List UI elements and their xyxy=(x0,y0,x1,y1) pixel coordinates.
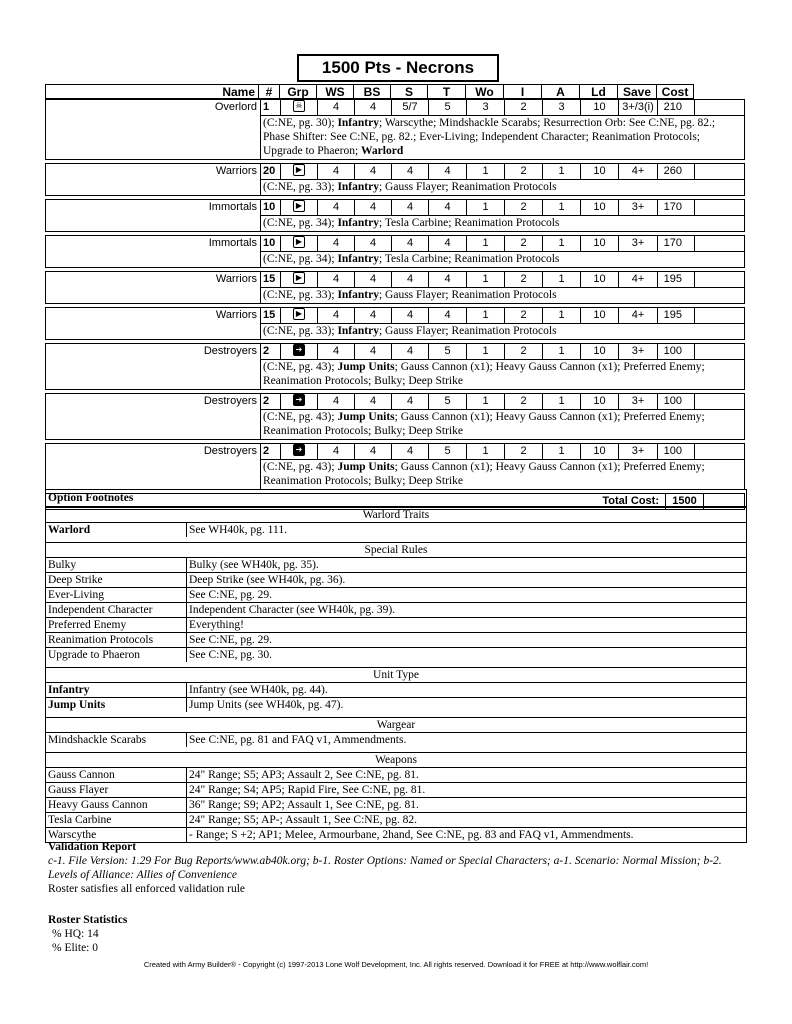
footnote-value: See C:NE, pg. 29. xyxy=(189,634,273,646)
footnote-key: Independent Character xyxy=(46,603,187,617)
footnote-row xyxy=(46,768,746,783)
unit-wo: 1 xyxy=(467,344,505,359)
unit-ws: 4 xyxy=(318,444,355,459)
unit-ld: 10 xyxy=(581,394,619,409)
unit-s: 4 xyxy=(392,200,429,215)
footnote-row xyxy=(46,588,746,603)
fast-group-icon: ➔ xyxy=(293,444,305,456)
footnote-section-heading: Special Rules xyxy=(46,543,746,558)
unit-s: 5/7 xyxy=(392,100,429,115)
unit-entry xyxy=(45,199,745,232)
unit-ld: 10 xyxy=(581,272,619,287)
unit-entry xyxy=(45,235,745,268)
footnote-value: Independent Character (see WH40k, pg. 39). xyxy=(189,604,396,616)
footnote-row xyxy=(46,683,746,698)
unit-num: 10 xyxy=(260,200,281,215)
unit-ws: 4 xyxy=(318,308,355,323)
unit-name: Warriors xyxy=(215,165,257,177)
unit-ld: 10 xyxy=(581,344,619,359)
unit-description xyxy=(260,115,744,159)
footnote-section-heading: Weapons xyxy=(46,753,746,768)
unit-name: Destroyers xyxy=(203,445,257,457)
footnote-key: Bulky xyxy=(46,558,187,572)
unit-grp-cell xyxy=(281,344,318,359)
unit-t: 5 xyxy=(429,394,467,409)
unit-ld: 10 xyxy=(581,308,619,323)
validation-options: c-1. File Version: 1.29 For Bug Reports/www.ab40k.org; b-1. Roster Options: Named or Special Characters; a-1. Scenario: Normal Mission; b-2. Levels of Alliance: Allies of Convenience xyxy=(48,855,722,881)
unit-description-part: ; Warscythe; Mindshackle Scarabs; Resurrection Orb: See C:NE, pg. 82.; Phase Shifter: See C:NE, pg. 82.; Ever-Living; Independent Character; Reanimation Protocols; Upgrade to Phaeron; xyxy=(263,117,716,157)
footnote-section-heading: Unit Type xyxy=(46,668,746,683)
unit-description-part: Infantry xyxy=(337,325,379,337)
footnote-row xyxy=(46,633,746,648)
footnote-row xyxy=(46,558,746,573)
unit-a: 1 xyxy=(543,236,581,251)
unit-cost: 260 xyxy=(658,164,695,179)
unit-num: 1 xyxy=(260,100,281,115)
unit-a: 1 xyxy=(543,200,581,215)
unit-entry xyxy=(45,343,745,390)
unit-save: 3+ xyxy=(619,200,658,215)
unit-ws: 4 xyxy=(318,236,355,251)
footnote-value: Everything! xyxy=(189,619,244,631)
unit-s: 4 xyxy=(392,444,429,459)
troops-group-icon: ▶ xyxy=(293,200,305,212)
unit-stat-row xyxy=(46,100,744,115)
unit-description xyxy=(260,459,744,489)
header-cost: Cost xyxy=(657,84,694,99)
unit-ws: 4 xyxy=(318,394,355,409)
footnote-value: Deep Strike (see WH40k, pg. 36). xyxy=(189,574,346,586)
footnote-row xyxy=(46,733,746,747)
unit-a: 3 xyxy=(543,100,581,115)
unit-save: 4+ xyxy=(619,308,658,323)
unit-name: Destroyers xyxy=(203,345,257,357)
unit-description-part: (C:NE, pg. 33); xyxy=(263,181,338,193)
unit-wo: 1 xyxy=(467,236,505,251)
unit-list xyxy=(45,99,745,490)
unit-description-part: ; Gauss Flayer; Reanimation Protocols xyxy=(378,181,557,193)
unit-name: Overlord xyxy=(214,101,257,113)
footnote-row xyxy=(46,648,746,662)
footnote-key: Heavy Gauss Cannon xyxy=(46,798,187,812)
unit-stat-row xyxy=(46,200,744,215)
unit-num: 2 xyxy=(260,444,281,459)
stats-title: Roster Statistics xyxy=(48,914,128,926)
unit-wo: 1 xyxy=(467,444,505,459)
footnote-value: See C:NE, pg. 30. xyxy=(189,649,273,661)
fast-group-icon: ➔ xyxy=(293,394,305,406)
footnote-key: Mindshackle Scarabs xyxy=(46,733,187,747)
unit-grp-cell xyxy=(281,394,318,409)
unit-row-spacer xyxy=(695,344,744,359)
unit-t: 5 xyxy=(429,444,467,459)
unit-description-part: Infantry xyxy=(337,253,379,265)
unit-row-spacer xyxy=(695,272,744,287)
unit-description-part: (C:NE, pg. 43); xyxy=(263,411,338,423)
footnote-section xyxy=(46,752,746,842)
unit-description-part: (C:NE, pg. 34); xyxy=(263,253,338,265)
unit-description-part: ; Tesla Carbine; Reanimation Protocols xyxy=(378,217,560,229)
footnote-row xyxy=(46,523,746,537)
total-label: Total Cost: xyxy=(602,495,659,507)
unit-row-spacer xyxy=(695,200,744,215)
header-a: A xyxy=(542,84,580,99)
troops-group-icon: ▶ xyxy=(293,272,305,284)
unit-ld: 10 xyxy=(581,164,619,179)
troops-group-icon: ▶ xyxy=(293,164,305,176)
unit-stat-row xyxy=(46,272,744,287)
unit-grp-cell xyxy=(281,100,318,115)
unit-num: 2 xyxy=(260,344,281,359)
footnote-value: See WH40k, pg. 111. xyxy=(189,524,287,536)
unit-bs: 4 xyxy=(355,100,392,115)
unit-num: 2 xyxy=(260,394,281,409)
unit-ws: 4 xyxy=(318,200,355,215)
unit-stat-row xyxy=(46,308,744,323)
unit-cost: 195 xyxy=(658,308,695,323)
unit-bs: 4 xyxy=(355,344,392,359)
stats-hq: % HQ: 14 xyxy=(52,928,99,940)
unit-row-spacer xyxy=(695,394,744,409)
header-grp: Grp xyxy=(280,84,317,99)
unit-description-part: ; Gauss Flayer; Reanimation Protocols xyxy=(378,289,557,301)
header-name: Name xyxy=(45,84,259,99)
total-value: 1500 xyxy=(665,494,704,509)
unit-description xyxy=(260,179,744,195)
unit-save: 3+ xyxy=(619,344,658,359)
unit-row-spacer xyxy=(695,444,744,459)
unit-cost: 210 xyxy=(658,100,695,115)
roster-statistics xyxy=(48,913,348,955)
unit-a: 1 xyxy=(543,394,581,409)
unit-i: 2 xyxy=(505,394,543,409)
header-t: T xyxy=(428,84,466,99)
unit-description xyxy=(260,359,744,389)
unit-i: 2 xyxy=(505,164,543,179)
unit-description-part: (C:NE, pg. 30); xyxy=(263,117,338,129)
footnote-row xyxy=(46,698,746,712)
footnote-key: Tesla Carbine xyxy=(46,813,187,827)
footnote-section-heading: Warlord Traits xyxy=(46,508,746,523)
unit-description xyxy=(260,215,744,231)
unit-description-part: (C:NE, pg. 43); xyxy=(263,361,338,373)
unit-a: 1 xyxy=(543,164,581,179)
unit-grp-cell xyxy=(281,272,318,287)
unit-description-part: Infantry xyxy=(337,217,379,229)
unit-description-part: ; Gauss Cannon (x1); Heavy Gauss Cannon (x1); Preferred Enemy; Reanimation Protocols; Bulky; Deep Strike xyxy=(263,361,705,387)
footnote-key: Gauss Cannon xyxy=(46,768,187,782)
footnote-value: Bulky (see WH40k, pg. 35). xyxy=(189,559,319,571)
footnote-row xyxy=(46,603,746,618)
footnote-key: Warscythe xyxy=(46,828,187,842)
unit-a: 1 xyxy=(543,444,581,459)
unit-i: 2 xyxy=(505,272,543,287)
unit-save: 3+ xyxy=(619,394,658,409)
unit-description xyxy=(260,287,744,303)
footnote-row xyxy=(46,573,746,588)
footnote-value: See C:NE, pg. 81 and FAQ v1, Ammendments. xyxy=(189,734,407,746)
header-wo: Wo xyxy=(466,84,504,99)
unit-s: 4 xyxy=(392,394,429,409)
unit-ld: 10 xyxy=(581,200,619,215)
unit-entry xyxy=(45,163,745,196)
unit-ws: 4 xyxy=(318,100,355,115)
unit-grp-cell xyxy=(281,164,318,179)
unit-num: 15 xyxy=(260,272,281,287)
footnote-key: Deep Strike xyxy=(46,573,187,587)
unit-bs: 4 xyxy=(355,200,392,215)
footnote-value: 24" Range; S4; AP5; Rapid Fire, See C:NE, pg. 81. xyxy=(189,784,426,796)
validation-status: Roster satisfies all enforced validation rule xyxy=(48,883,246,895)
unit-wo: 1 xyxy=(467,164,505,179)
roster-header-row xyxy=(45,84,745,99)
footnote-key: Jump Units xyxy=(46,698,187,712)
unit-row-spacer xyxy=(695,100,744,115)
unit-t: 4 xyxy=(429,236,467,251)
unit-description-part: (C:NE, pg. 33); xyxy=(263,289,338,301)
unit-entry xyxy=(45,443,745,490)
header-i: I xyxy=(504,84,542,99)
unit-description-part: (C:NE, pg. 43); xyxy=(263,461,338,473)
unit-a: 1 xyxy=(543,344,581,359)
unit-s: 4 xyxy=(392,164,429,179)
unit-entry xyxy=(45,393,745,440)
hq-group-icon: ☠ xyxy=(293,100,305,112)
unit-s: 4 xyxy=(392,344,429,359)
unit-cost: 170 xyxy=(658,236,695,251)
footnote-value: 24" Range; S5; AP3; Assault 2, See C:NE, pg. 81. xyxy=(189,769,419,781)
unit-grp-cell xyxy=(281,444,318,459)
unit-ws: 4 xyxy=(318,344,355,359)
troops-group-icon: ▶ xyxy=(293,236,305,248)
unit-description-part: Jump Units xyxy=(337,411,395,423)
unit-name: Warriors xyxy=(215,309,257,321)
unit-cost: 195 xyxy=(658,272,695,287)
unit-stat-row xyxy=(46,236,744,251)
unit-save: 3+ xyxy=(619,444,658,459)
unit-save: 4+ xyxy=(619,272,658,287)
header-spacer xyxy=(694,84,745,99)
unit-grp-cell xyxy=(281,308,318,323)
option-footnotes xyxy=(45,489,747,843)
footnote-key: Reanimation Protocols xyxy=(46,633,187,647)
footnote-key: Warlord xyxy=(46,523,187,537)
unit-description-part: ; Gauss Cannon (x1); Heavy Gauss Cannon (x1); Preferred Enemy; Reanimation Protocols; Bulky; Deep Strike xyxy=(263,461,705,487)
unit-description-part: Infantry xyxy=(337,117,379,129)
unit-cost: 100 xyxy=(658,394,695,409)
unit-s: 4 xyxy=(392,308,429,323)
unit-a: 1 xyxy=(543,308,581,323)
unit-i: 2 xyxy=(505,344,543,359)
footnote-value: Infantry (see WH40k, pg. 44). xyxy=(189,684,328,696)
unit-row-spacer xyxy=(695,236,744,251)
unit-wo: 3 xyxy=(467,100,505,115)
unit-bs: 4 xyxy=(355,394,392,409)
header-ld: Ld xyxy=(580,84,618,99)
footnote-value: 36" Range; S9; AP2; Assault 1, See C:NE, pg. 81. xyxy=(189,799,419,811)
fast-group-icon: ➔ xyxy=(293,344,305,356)
unit-description xyxy=(260,251,744,267)
header-num: # xyxy=(259,84,280,99)
unit-grp-cell xyxy=(281,200,318,215)
footnotes-title: Option Footnotes xyxy=(46,490,746,507)
header-bs: BS xyxy=(354,84,391,99)
unit-bs: 4 xyxy=(355,272,392,287)
unit-bs: 4 xyxy=(355,164,392,179)
unit-s: 4 xyxy=(392,236,429,251)
unit-description-part: ; Tesla Carbine; Reanimation Protocols xyxy=(378,253,560,265)
footer-credits: Created with Army Builder® - Copyright (c) 1997-2013 Lone Wolf Development, Inc. All rights reserved. Download it for FREE at http://www.wolflair.com! xyxy=(143,960,649,969)
unit-a: 1 xyxy=(543,272,581,287)
unit-stat-row xyxy=(46,394,744,409)
unit-description xyxy=(260,323,744,339)
unit-wo: 1 xyxy=(467,200,505,215)
footnote-section xyxy=(46,717,746,747)
footnote-section xyxy=(46,542,746,662)
unit-t: 4 xyxy=(429,200,467,215)
unit-row-spacer xyxy=(695,308,744,323)
footnote-row xyxy=(46,813,746,828)
unit-description-part: (C:NE, pg. 33); xyxy=(263,325,338,337)
footnote-value: Jump Units (see WH40k, pg. 47). xyxy=(189,699,344,711)
unit-cost: 100 xyxy=(658,444,695,459)
unit-row-spacer xyxy=(695,164,744,179)
footnote-row xyxy=(46,783,746,798)
roster-title: 1500 Pts - Necrons xyxy=(297,54,499,82)
footnote-key: Ever-Living xyxy=(46,588,187,602)
unit-i: 2 xyxy=(505,308,543,323)
footnote-key: Upgrade to Phaeron xyxy=(46,648,187,662)
unit-description-part: Infantry xyxy=(337,289,379,301)
footnote-value: 24" Range; S5; AP-; Assault 1, See C:NE, pg. 82. xyxy=(189,814,417,826)
unit-t: 4 xyxy=(429,164,467,179)
unit-name: Immortals xyxy=(208,237,257,249)
unit-description-part: Jump Units xyxy=(337,361,395,373)
header-s: S xyxy=(391,84,428,99)
unit-description-part: (C:NE, pg. 34); xyxy=(263,217,338,229)
unit-entry xyxy=(45,99,745,160)
unit-i: 2 xyxy=(505,200,543,215)
unit-ld: 10 xyxy=(581,444,619,459)
header-save: Save xyxy=(618,84,657,99)
footnote-section-heading: Wargear xyxy=(46,718,746,733)
validation-report xyxy=(48,840,748,896)
unit-save: 3+ xyxy=(619,236,658,251)
footnote-value: - Range; S +2; AP1; Melee, Armourbane, 2hand, See C:NE, pg. 83 and FAQ v1, Ammendments. xyxy=(189,829,634,841)
unit-i: 2 xyxy=(505,100,543,115)
unit-i: 2 xyxy=(505,444,543,459)
unit-ws: 4 xyxy=(318,164,355,179)
unit-entry xyxy=(45,307,745,340)
unit-description-part: Jump Units xyxy=(337,461,395,473)
footnote-key: Infantry xyxy=(46,683,187,697)
unit-t: 4 xyxy=(429,272,467,287)
unit-num: 10 xyxy=(260,236,281,251)
unit-bs: 4 xyxy=(355,308,392,323)
unit-ws: 4 xyxy=(318,272,355,287)
footnote-sections xyxy=(46,507,746,842)
unit-name: Destroyers xyxy=(203,395,257,407)
unit-wo: 1 xyxy=(467,272,505,287)
unit-entry xyxy=(45,271,745,304)
unit-description-part: ; Gauss Flayer; Reanimation Protocols xyxy=(378,325,557,337)
unit-description xyxy=(260,409,744,439)
troops-group-icon: ▶ xyxy=(293,308,305,320)
unit-bs: 4 xyxy=(355,444,392,459)
footnote-value: See C:NE, pg. 29. xyxy=(189,589,273,601)
footnote-row xyxy=(46,798,746,813)
unit-s: 4 xyxy=(392,272,429,287)
unit-num: 15 xyxy=(260,308,281,323)
stats-elite: % Elite: 0 xyxy=(52,942,98,954)
unit-grp-cell xyxy=(281,236,318,251)
unit-t: 4 xyxy=(429,308,467,323)
unit-stat-row xyxy=(46,164,744,179)
unit-ld: 10 xyxy=(581,100,619,115)
roster-table xyxy=(45,84,745,510)
unit-description-part: Warlord xyxy=(361,145,404,157)
unit-description-part: ; Gauss Cannon (x1); Heavy Gauss Cannon (x1); Preferred Enemy; Reanimation Protocols; Bulky; Deep Strike xyxy=(263,411,705,437)
unit-t: 5 xyxy=(429,344,467,359)
unit-description-part: Infantry xyxy=(337,181,379,193)
unit-name: Immortals xyxy=(208,201,257,213)
unit-cost: 100 xyxy=(658,344,695,359)
footnote-row xyxy=(46,618,746,633)
footnote-key: Preferred Enemy xyxy=(46,618,187,632)
unit-t: 5 xyxy=(429,100,467,115)
unit-save: 4+ xyxy=(619,164,658,179)
footnote-section xyxy=(46,667,746,712)
unit-name: Warriors xyxy=(215,273,257,285)
unit-wo: 1 xyxy=(467,308,505,323)
unit-ld: 10 xyxy=(581,236,619,251)
footnote-key: Gauss Flayer xyxy=(46,783,187,797)
unit-bs: 4 xyxy=(355,236,392,251)
unit-i: 2 xyxy=(505,236,543,251)
validation-title: Validation Report xyxy=(48,841,137,853)
footnote-section xyxy=(46,507,746,537)
unit-stat-row xyxy=(46,344,744,359)
unit-wo: 1 xyxy=(467,394,505,409)
unit-cost: 170 xyxy=(658,200,695,215)
unit-num: 20 xyxy=(260,164,281,179)
unit-stat-row xyxy=(46,444,744,459)
unit-save: 3+/3(i) xyxy=(619,100,658,115)
header-ws: WS xyxy=(317,84,354,99)
